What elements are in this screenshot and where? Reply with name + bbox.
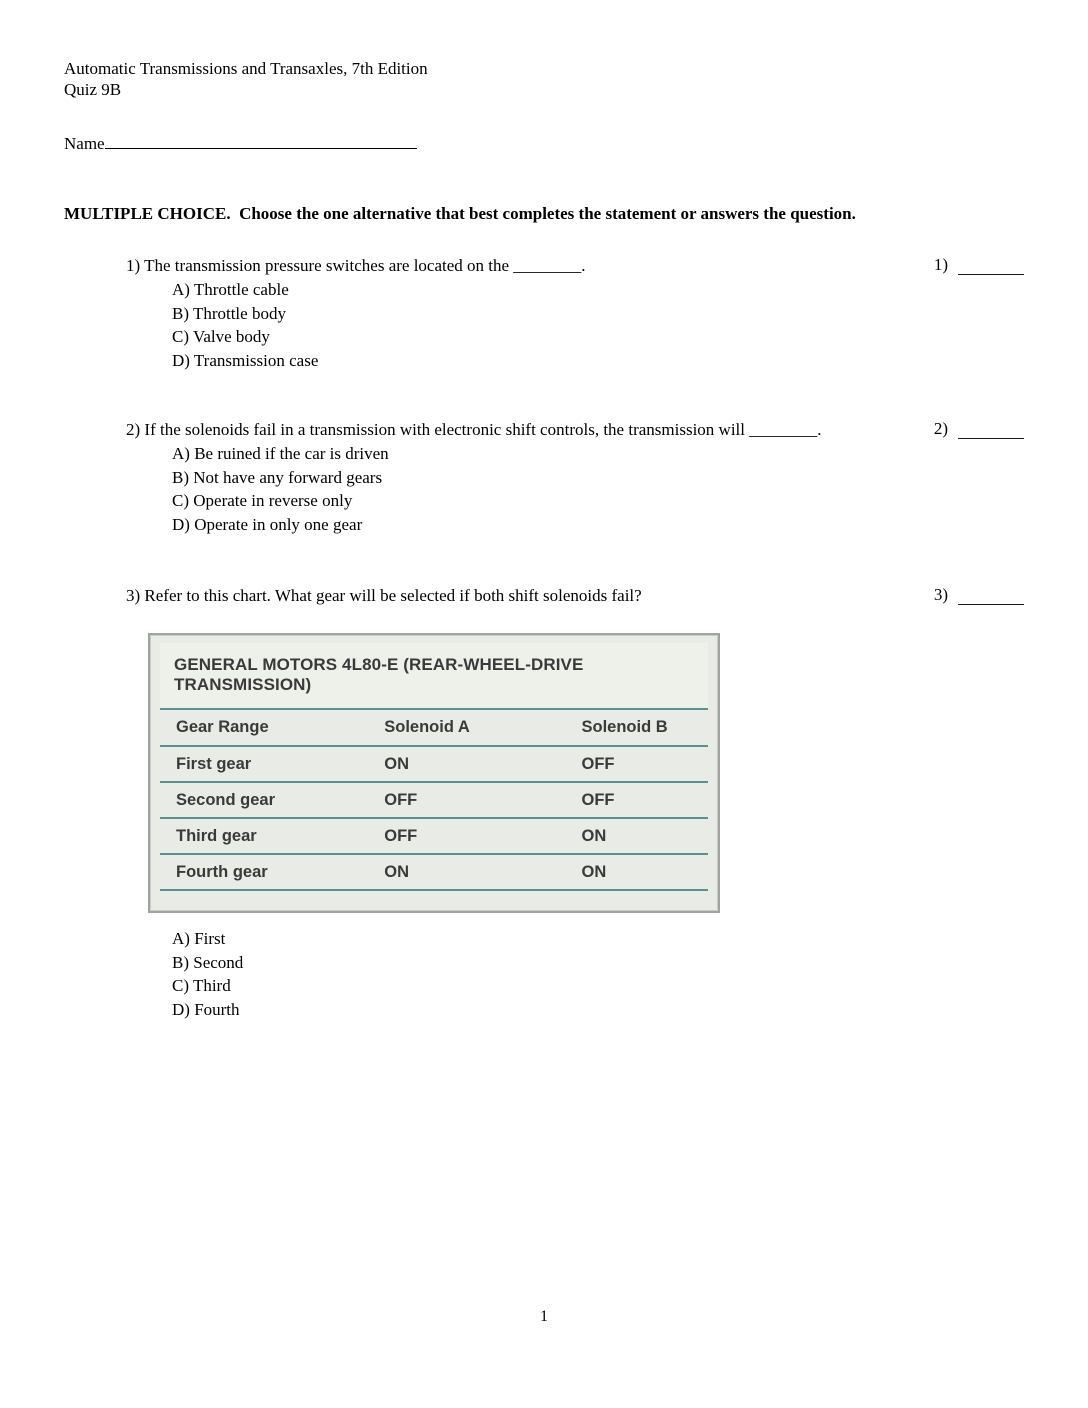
table-row xyxy=(160,819,708,855)
gm-table-title: GENERAL MOTORS 4L80-E (REAR-WHEEL-DRIVE TRANSMISSION) xyxy=(160,643,708,710)
choice: B) Not have any forward gears xyxy=(172,467,383,487)
question-2 xyxy=(126,418,1024,441)
choice: A) Be ruined if the car is driven xyxy=(172,444,389,463)
question-1-number: 1) xyxy=(126,256,141,275)
gm-col-solenoid-a: Solenoid A xyxy=(384,718,470,736)
gm-table-header-row xyxy=(160,710,708,747)
solenoid-b-cell: ON xyxy=(581,826,607,845)
section-instructions: MULTIPLE CHOICE. Choose the one alternative that best completes the statement or answers the question. xyxy=(64,204,856,223)
question-2-answer-slot xyxy=(916,419,1024,439)
gear-cell: Second gear xyxy=(176,790,276,809)
gm-4l80e-table xyxy=(148,633,720,913)
solenoid-a-cell: OFF xyxy=(384,826,418,845)
choice: C) Third xyxy=(172,976,231,995)
question-1-answer-slot xyxy=(916,255,1024,275)
question-1-choices xyxy=(172,278,1024,372)
question-2-number: 2) xyxy=(126,420,141,439)
gear-cell: First gear xyxy=(176,754,252,773)
gear-cell: Fourth gear xyxy=(176,862,268,881)
choice: A) First xyxy=(172,929,226,948)
name-label: Name xyxy=(64,134,105,153)
choice: D) Operate in only one gear xyxy=(172,514,363,534)
page-number: 1 xyxy=(540,1308,548,1325)
solenoid-a-cell: ON xyxy=(384,754,409,773)
question-3-text: Refer to this chart. What gear will be selected if both shift solenoids fail? xyxy=(144,586,642,605)
solenoid-b-cell: OFF xyxy=(581,754,615,773)
choice: C) Valve body xyxy=(172,327,270,346)
choice: D) Fourth xyxy=(172,999,240,1019)
gm-col-gear-range: Gear Range xyxy=(176,718,269,736)
question-2-choices xyxy=(172,442,1024,536)
question-3-answer-slot xyxy=(916,585,1024,605)
solenoid-a-cell: ON xyxy=(384,862,409,881)
choice: B) Throttle body xyxy=(172,303,286,323)
question-1-answer-blank xyxy=(958,260,1024,275)
question-1 xyxy=(126,254,1024,277)
solenoid-a-cell: OFF xyxy=(384,790,418,809)
table-row xyxy=(160,747,708,783)
quiz-title: Quiz 9B xyxy=(64,80,122,99)
gear-cell: Third gear xyxy=(176,826,257,845)
question-2-answer-number: 2) xyxy=(933,419,948,438)
question-1-text: The transmission pressure switches are located on the ________. xyxy=(144,256,586,275)
question-2-text: If the solenoids fail in a transmission with electronic shift controls, the transmission will ________. xyxy=(144,420,822,439)
question-1-answer-number: 1) xyxy=(933,255,948,274)
solenoid-b-cell: ON xyxy=(581,862,607,881)
question-2-answer-blank xyxy=(958,424,1024,439)
choice: D) Transmission case xyxy=(172,350,319,370)
name-blank-line xyxy=(105,132,417,149)
question-3-choices xyxy=(172,927,1024,1021)
question-3-answer-number: 3) xyxy=(933,585,948,604)
solenoid-b-cell: OFF xyxy=(581,790,615,809)
table-row xyxy=(160,855,708,891)
table-row xyxy=(160,783,708,819)
question-3 xyxy=(126,584,1024,607)
choice: B) Second xyxy=(172,952,244,972)
name-row xyxy=(64,132,1024,154)
question-3-answer-blank xyxy=(958,590,1024,605)
choice: A) Throttle cable xyxy=(172,280,289,299)
book-title: Automatic Transmissions and Transaxles, 7th Edition xyxy=(64,59,428,78)
question-3-number: 3) xyxy=(126,586,141,605)
gm-col-solenoid-b: Solenoid B xyxy=(581,718,668,736)
choice: C) Operate in reverse only xyxy=(172,491,353,510)
